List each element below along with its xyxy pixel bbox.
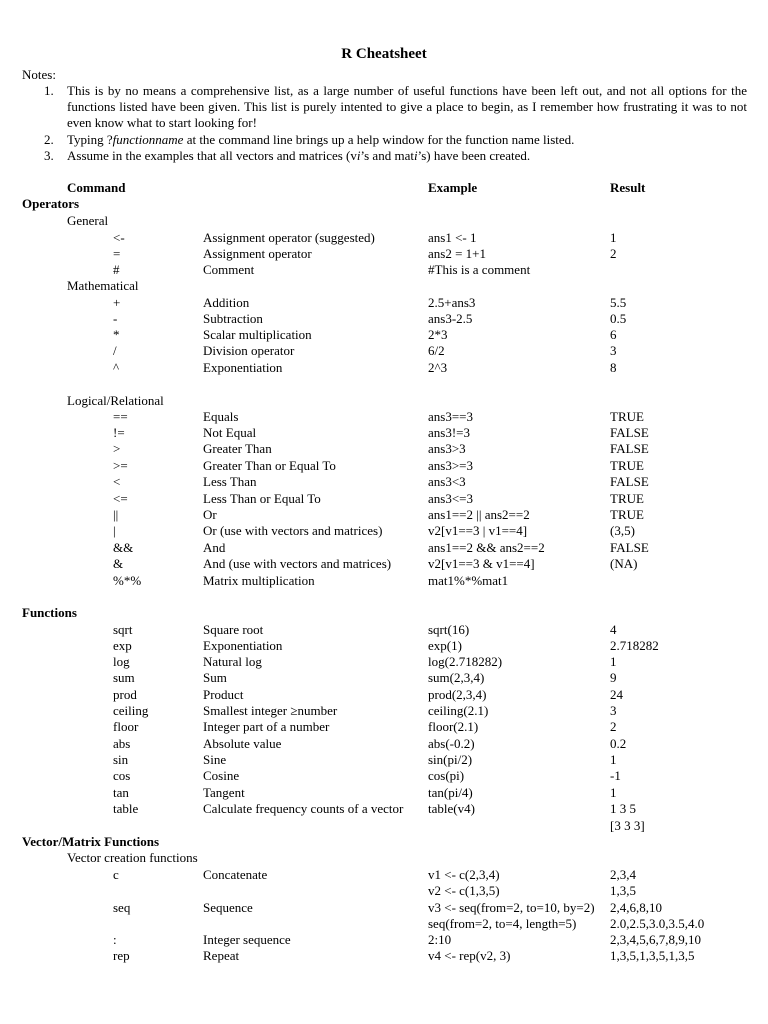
command-cell: table <box>113 801 139 816</box>
table-row <box>0 932 768 948</box>
command-cell: seq <box>113 900 131 915</box>
table-row <box>0 622 768 638</box>
result-cell: 1 <box>610 752 617 767</box>
table-row <box>0 409 768 425</box>
example-cell: v2[v1==3 | v1==4] <box>428 523 528 538</box>
note-text: Typing ?functionname at the command line brings up a help window for the function name listed. <box>67 132 575 147</box>
subsection-mathematical: Mathematical <box>67 278 139 293</box>
result-cell: 2,3,4 <box>610 867 636 882</box>
description-cell: And (use with vectors and matrices) <box>203 556 392 571</box>
result-cell: FALSE <box>610 474 649 489</box>
description-cell: Exponentiation <box>203 360 283 375</box>
description-cell: Tangent <box>203 785 245 800</box>
example-cell: ans3<3 <box>428 474 466 489</box>
table-row <box>0 883 768 899</box>
column-header-command: Command <box>67 180 126 195</box>
command-cell: sin <box>113 752 129 767</box>
description-cell: Or <box>203 507 217 522</box>
note-number: 3. <box>44 148 54 163</box>
description-cell: Cosine <box>203 768 240 783</box>
description-cell: Assignment operator <box>203 246 312 261</box>
table-row <box>0 719 768 735</box>
example-cell: #This is a comment <box>428 262 531 277</box>
table-row <box>0 801 768 817</box>
description-cell: Calculate frequency counts of a vector <box>203 801 404 816</box>
example-cell: prod(2,3,4) <box>428 687 487 702</box>
result-cell: 1 3 5 <box>610 801 636 816</box>
result-cell: 24 <box>610 687 623 702</box>
result-cell: 2 <box>610 246 617 261</box>
command-cell: sum <box>113 670 135 685</box>
table-row <box>0 573 768 589</box>
result-cell: TRUE <box>610 491 644 506</box>
example-cell: 2^3 <box>428 360 448 375</box>
result-cell: [3 3 3] <box>610 818 645 833</box>
example-cell: ans3!=3 <box>428 425 470 440</box>
command-cell: >= <box>113 458 128 473</box>
result-cell: 2.718282 <box>610 638 659 653</box>
example-cell: ans1==2 && ans2==2 <box>428 540 545 555</box>
description-cell: Subtraction <box>203 311 263 326</box>
table-row <box>0 785 768 801</box>
result-cell: 8 <box>610 360 617 375</box>
result-cell: 2,4,6,8,10 <box>610 900 662 915</box>
column-header-result: Result <box>610 180 646 195</box>
description-cell: Sequence <box>203 900 253 915</box>
command-cell: & <box>113 556 124 571</box>
example-cell: ans3>3 <box>428 441 466 456</box>
command-cell: < <box>113 474 121 489</box>
description-cell: Less Than or Equal To <box>203 491 321 506</box>
description-cell: Integer part of a number <box>203 719 330 734</box>
example-cell: 6/2 <box>428 343 445 358</box>
note-text: Assume in the examples that all vectors and matrices (vi’s and mati’s) have been created. <box>67 148 531 163</box>
table-row <box>0 491 768 507</box>
example-cell: v4 <- rep(v2, 3) <box>428 948 511 963</box>
result-cell: 2 <box>610 719 617 734</box>
result-cell: FALSE <box>610 441 649 456</box>
result-cell: 0.5 <box>610 311 627 326</box>
table-row <box>0 327 768 343</box>
command-cell: > <box>113 441 121 456</box>
table-row <box>0 343 768 359</box>
table-row <box>0 818 768 834</box>
command-cell: ceiling <box>113 703 149 718</box>
example-cell: abs(-0.2) <box>428 736 475 751</box>
result-cell: 5.5 <box>610 295 627 310</box>
subsection-general: General <box>67 213 109 228</box>
result-cell: 1,3,5,1,3,5,1,3,5 <box>610 948 695 963</box>
example-cell: sqrt(16) <box>428 622 470 637</box>
description-cell: Equals <box>203 409 239 424</box>
command-cell: # <box>113 262 120 277</box>
result-cell: 6 <box>610 327 617 342</box>
example-cell: ans3==3 <box>428 409 473 424</box>
section-operators: Operators <box>22 196 80 211</box>
table-row <box>0 540 768 556</box>
subsection-logical: Logical/Relational <box>67 393 164 408</box>
table-row <box>0 262 768 278</box>
table-row <box>0 670 768 686</box>
command-cell: / <box>113 343 117 358</box>
command-cell: rep <box>113 948 130 963</box>
note-number: 1. <box>44 83 54 98</box>
command-cell: floor <box>113 719 139 734</box>
command-cell: != <box>113 425 125 440</box>
section-functions: Functions <box>22 605 77 620</box>
result-cell: FALSE <box>610 425 649 440</box>
page-title: R Cheatsheet <box>341 46 427 62</box>
table-row <box>0 867 768 883</box>
description-cell: Exponentiation <box>203 638 283 653</box>
description-cell: Sine <box>203 752 227 767</box>
table-row <box>0 360 768 376</box>
command-cell: <= <box>113 491 128 506</box>
command-cell: + <box>113 295 121 310</box>
result-cell: (NA) <box>610 556 638 571</box>
description-cell: Square root <box>203 622 264 637</box>
table-row <box>0 474 768 490</box>
example-cell: sin(pi/2) <box>428 752 473 767</box>
command-cell: && <box>113 540 134 555</box>
example-cell: seq(from=2, to=4, length=5) <box>428 916 577 931</box>
table-row <box>0 703 768 719</box>
description-cell: Smallest integer ≥number <box>203 703 338 718</box>
example-cell: v2 <- c(1,3,5) <box>428 883 500 898</box>
subsection-vector-creation: Vector creation functions <box>67 850 198 865</box>
table-row <box>0 246 768 262</box>
description-cell: Addition <box>203 295 250 310</box>
example-cell: ans3>=3 <box>428 458 473 473</box>
command-cell: prod <box>113 687 137 702</box>
example-cell: ans3-2.5 <box>428 311 473 326</box>
example-cell: ans1==2 || ans2==2 <box>428 507 530 522</box>
example-cell: sum(2,3,4) <box>428 670 485 685</box>
example-cell: floor(2.1) <box>428 719 479 734</box>
result-cell: FALSE <box>610 540 649 555</box>
table-row <box>0 638 768 654</box>
command-cell: = <box>113 246 121 261</box>
command-cell: ^ <box>113 360 120 375</box>
command-cell: tan <box>113 785 129 800</box>
description-cell: Repeat <box>203 948 240 963</box>
notes-label: Notes: <box>22 67 56 82</box>
command-cell: : <box>113 932 117 947</box>
table-row <box>0 523 768 539</box>
table-row <box>0 441 768 457</box>
table-row <box>0 768 768 784</box>
table-row <box>0 295 768 311</box>
table-row <box>0 916 768 932</box>
command-cell: * <box>113 327 120 342</box>
description-cell: Absolute value <box>203 736 282 751</box>
command-cell: cos <box>113 768 131 783</box>
result-cell: 0.2 <box>610 736 627 751</box>
example-cell: mat1%*%mat1 <box>428 573 509 588</box>
description-cell: Concatenate <box>203 867 268 882</box>
description-cell: And <box>203 540 226 555</box>
result-cell: 1 <box>610 785 617 800</box>
example-cell: 2*3 <box>428 327 448 342</box>
result-cell: TRUE <box>610 458 644 473</box>
table-row <box>0 736 768 752</box>
description-cell: Matrix multiplication <box>203 573 315 588</box>
example-cell: cos(pi) <box>428 768 465 783</box>
command-cell: | <box>113 523 116 538</box>
result-cell: 3 <box>610 703 617 718</box>
command-cell: == <box>113 409 128 424</box>
description-cell: Less Than <box>203 474 257 489</box>
example-cell: log(2.718282) <box>428 654 503 669</box>
description-cell: Scalar multiplication <box>203 327 312 342</box>
table-row <box>0 507 768 523</box>
table-row <box>0 752 768 768</box>
result-cell: 3 <box>610 343 617 358</box>
table-row <box>0 230 768 246</box>
result-cell: 1 <box>610 654 617 669</box>
section-vector-matrix: Vector/Matrix Functions <box>22 834 160 849</box>
command-cell: - <box>113 311 118 326</box>
command-cell: || <box>113 507 119 522</box>
description-cell: Sum <box>203 670 227 685</box>
description-cell: Natural log <box>203 654 262 669</box>
example-cell: ceiling(2.1) <box>428 703 489 718</box>
example-cell: 2:10 <box>428 932 452 947</box>
table-row <box>0 948 768 964</box>
table-row <box>0 425 768 441</box>
example-cell: exp(1) <box>428 638 462 653</box>
note-text: This is by no means a comprehensive list, as a large number of useful functions have been left out, and not all options for the functions listed have been given. This list is purely intented to give a place to begin, as I remember how frustrating it was to not even know what to start looking for! <box>67 83 747 130</box>
result-cell: 1 <box>610 230 617 245</box>
description-cell: Integer sequence <box>203 932 291 947</box>
command-cell: sqrt <box>113 622 133 637</box>
result-cell: TRUE <box>610 409 644 424</box>
result-cell: (3,5) <box>610 523 635 538</box>
table-row <box>0 556 768 572</box>
description-cell: Not Equal <box>203 425 257 440</box>
example-cell: tan(pi/4) <box>428 785 473 800</box>
result-cell: 1,3,5 <box>610 883 636 898</box>
table-row <box>0 687 768 703</box>
result-cell: 2.0,2.5,3.0,3.5,4.0 <box>610 916 705 931</box>
command-cell: c <box>113 867 119 882</box>
description-cell: Product <box>203 687 244 702</box>
note-number: 2. <box>44 132 54 147</box>
example-cell: ans3<=3 <box>428 491 473 506</box>
example-cell: v1 <- c(2,3,4) <box>428 867 500 882</box>
example-cell: ans2 = 1+1 <box>428 246 486 261</box>
command-cell: log <box>113 654 130 669</box>
result-cell: TRUE <box>610 507 644 522</box>
description-cell: Division operator <box>203 343 295 358</box>
command-cell: abs <box>113 736 131 751</box>
column-header-example: Example <box>428 180 478 195</box>
table-row <box>0 311 768 327</box>
command-cell: <- <box>113 230 125 245</box>
description-cell: Greater Than or Equal To <box>203 458 336 473</box>
description-cell: Comment <box>203 262 255 277</box>
result-cell: 9 <box>610 670 617 685</box>
description-cell: Assignment operator (suggested) <box>203 230 375 245</box>
table-row <box>0 900 768 916</box>
example-cell: v3 <- seq(from=2, to=10, by=2) <box>428 900 595 915</box>
result-cell: 4 <box>610 622 617 637</box>
description-cell: Greater Than <box>203 441 272 456</box>
example-cell: table(v4) <box>428 801 475 816</box>
example-cell: ans1 <- 1 <box>428 230 477 245</box>
result-cell: -1 <box>610 768 621 783</box>
example-cell: v2[v1==3 & v1==4] <box>428 556 535 571</box>
table-row <box>0 458 768 474</box>
command-cell: %*% <box>113 573 142 588</box>
command-cell: exp <box>113 638 132 653</box>
description-cell: Or (use with vectors and matrices) <box>203 523 383 538</box>
result-cell: 2,3,4,5,6,7,8,9,10 <box>610 932 701 947</box>
example-cell: 2.5+ans3 <box>428 295 476 310</box>
table-row <box>0 654 768 670</box>
